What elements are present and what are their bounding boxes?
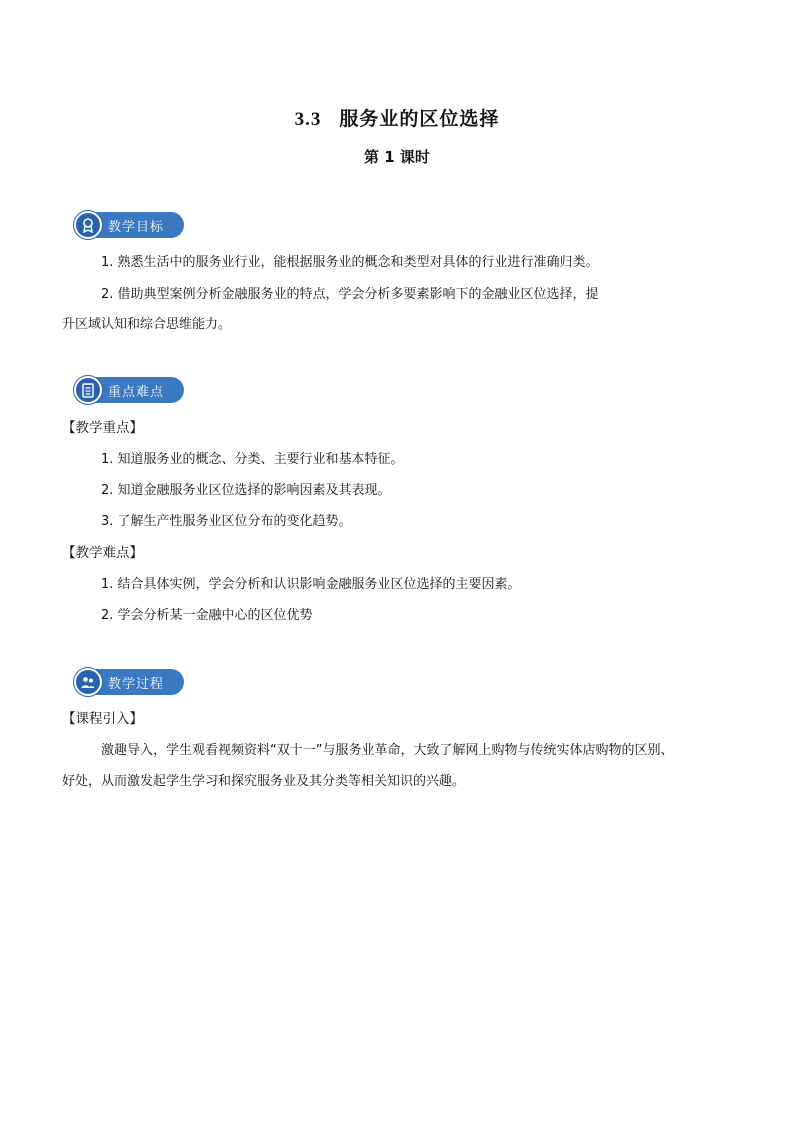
page-subtitle: 第 1 课时 xyxy=(364,148,430,166)
clipboard-list-icon xyxy=(74,376,102,404)
badge-label: 教学目标 xyxy=(108,220,165,235)
focus-item: 1. 知道服务业的概念、分类、主要行业和基本特征。 xyxy=(101,452,404,467)
badge-label: 重点难点 xyxy=(108,385,165,400)
focus-item: 3. 了解生产性服务业区位分布的变化趋势。 xyxy=(101,514,352,529)
section-badge-goals xyxy=(74,211,186,239)
title-number: 3.3 xyxy=(294,109,322,130)
focus-heading: 【教学重点】 xyxy=(62,420,143,436)
section-badge-key-points xyxy=(74,376,186,404)
difficulty-item: 1. 结合具体实例，学会分析和认识影响金融服务业区位选择的主要因素。 xyxy=(101,577,521,592)
goal-item: 升区域认知和综合思维能力。 xyxy=(62,317,232,332)
intro-heading: 【课程引入】 xyxy=(62,711,143,727)
badge-label: 教学过程 xyxy=(108,677,165,692)
intro-line: 好处，从而激发起学生学习和探究服务业及其分类等相关知识的兴趣。 xyxy=(62,774,466,789)
people-group-icon xyxy=(74,668,102,696)
award-ribbon-icon xyxy=(74,211,102,239)
intro-line: 激趣导入，学生观看视频资料“双十一”与服务业革命，大致了解网上购物与传统实体店购物的区别、 xyxy=(101,743,674,758)
focus-item: 2. 知道金融服务业区位选择的影响因素及其表现。 xyxy=(101,483,391,498)
section-badge-process xyxy=(74,668,186,696)
goal-item: 1. 熟悉生活中的服务业行业，能根据服务业的概念和类型对具体的行业进行准确归类。 xyxy=(101,255,599,270)
page-title xyxy=(0,104,794,131)
title-text: 服务业的区位选择 xyxy=(339,108,500,130)
goal-item: 2. 借助典型案例分析金融服务业的特点，学会分析多要素影响下的金融业区位选择，提 xyxy=(101,287,599,302)
difficulty-item: 2. 学会分析某一金融中心的区位优势 xyxy=(101,608,313,623)
difficulty-heading: 【教学难点】 xyxy=(62,545,143,561)
